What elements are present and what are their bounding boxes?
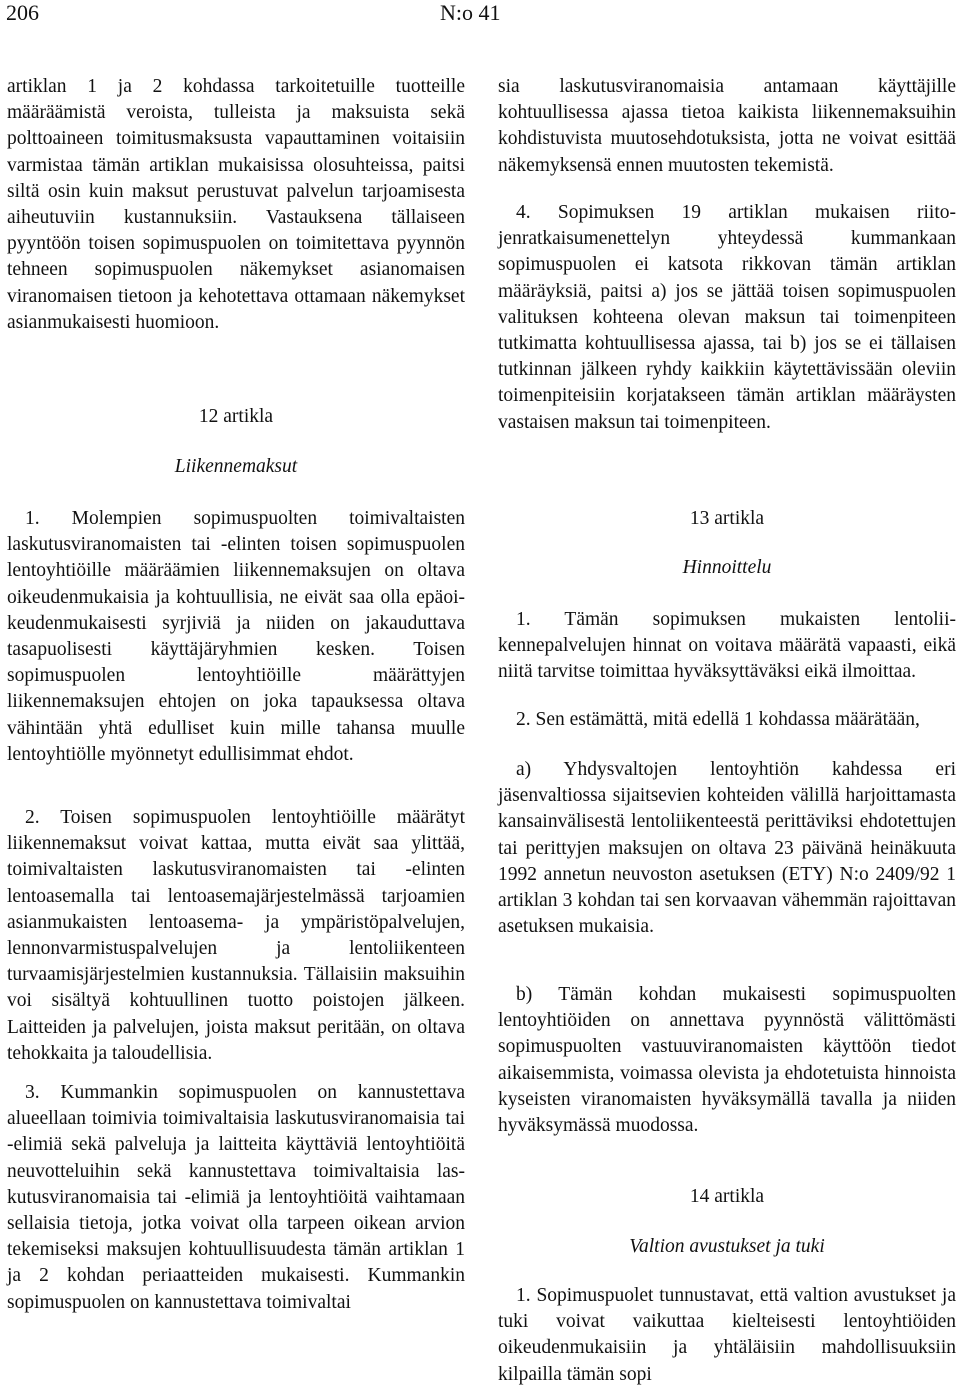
- left-column: [7, 74, 465, 1313]
- paragraph-continued: sia laskutusviranomaisia antamaan käyttäjille kohtuullisessa ajassa tietoa kaikista liikennemaksuihin kohdistuvista muutosehdotuksista, jotta ne voivat esittää näkemyksensä ennen muutosten tekemistä.: [498, 76, 956, 176]
- article-12-title: Liikennemaksut: [174, 456, 298, 477]
- page-number: 206: [6, 0, 39, 25]
- article-13-paragraph-2a: a) Yhdysvaltojen lentoyhtiön kahdessa eri jäsenvaltiossa sijaitsevien kohteiden välillä harjoittamasta kansainvälisestä lentoliikenteestä perittäviksi ehdotettujen tai perittyjen maksujen on oltava 23 päivänä heinäkuuta 1992 annetun neuvoston asetuksen (ETY) N:o 2409/92 1 artiklan 3 kohdan tai sen korvaavan vähemmän rajoittavan asetuksen mukaisia.: [498, 759, 956, 938]
- paragraph-intro: artiklan 1 ja 2 kohdassa tarkoitetuille tuotteille määräämistä veroista, tulleista ja maksuista sekä polttoaineen toimitusmaksusta vapauttaminen voitaisiin varmistaa tämän artiklan mukaisissa olosuhteissa, paitsi siltä osin kuin maksut perustuvat palvelun tarjoamisesta aiheutuviin kustannuksiin. Vastauksena tällaiseen pyyntöön toisen sopimuspuolen on toimitettava pyynnön tehneen sopimuspuolen näkemykset asianomaisen viranomaisen tietoon ja kehotettava ottamaan näkemykset asianmukaisesti huomioon.: [7, 76, 465, 333]
- issue-number: N:o 41: [440, 0, 501, 25]
- right-column: [498, 74, 956, 1385]
- article-13-paragraph-2: 2. Sen estämättä, mitä edellä 1 kohdassa määrätään,: [516, 709, 920, 730]
- article-12-paragraph-2: 2. Toisen sopimuspuolen lentoyhtiöille määrätyt liikennemaksut voivat kattaa, mutta eivät saa ylittää, toimivaltaisten laskutusviranomaisten tai -elinten lentoasemalla tai lentoasemajärjestelmässä tarjoamien asianmukaisten lentoasema- ja ympäristöpalvelujen, lennonvarmistuspalvelujen ja lentoliikenteen turvaamisjärjestelmien kustannuksia. Tällaisiin maksuihin voi sisältyä kohtuullinen tuotto poistojen jälkeen. Laitteiden ja palvelujen, joista maksut peritään, on oltava tehokkaita ja taloudellisia.: [7, 807, 465, 1064]
- article-14-title: Valtion avustukset ja tuki: [629, 1236, 825, 1257]
- article-13-paragraph-2b: b) Tämän kohdan mukaisesti sopimuspuolten lentoyhtiöiden on annettava pyynnöstä välittömästi sopimuspuolten vastuuviranomaisten käyttöön tiedot aikaisemmista, voimassa olevista ja ehdotetuista hinnoista kyseisten viranomaisten hyväksymällä tavalla ja niiden hyväksymässä muodossa.: [498, 984, 956, 1137]
- article-13-number: 13 artikla: [689, 508, 765, 529]
- article-13-title: Hinnoittelu: [682, 557, 772, 578]
- article-12-number: 12 artikla: [198, 406, 274, 427]
- article-14-number: 14 artikla: [689, 1186, 765, 1207]
- article-12-paragraph-4: 4. Sopimuksen 19 artiklan mukaisen riitojenratkaisumenettelyn yhteydessä kummankaan sopimuspuolen ei katsota rikkovan tämän artiklan määräyksiä, paitsi a) jos se jättää toisen sopimuspuolen valituksen kohteena olevan maksun tai toimenpiteen tutkimatta kohtuullisessa ajassa, tai b) jos se ei tällaisen tutkinnan jälkeen ryhdy kaikkiin käytettävissään oleviin toimenpiteisiin korjatakseen tämän artiklan määräysten vastaisen maksun tai toimenpiteen.: [498, 202, 956, 433]
- article-13-paragraph-1: 1. Tämän sopimuksen mukaisten lentoliikennepalvelujen hinnat on voitava määrätä vapaasti, eikä niitä tarvitse toimittaa hyväksyttäväksi eikä ilmoittaa.: [498, 609, 956, 683]
- article-12-paragraph-3: 3. Kummankin sopimuspuolen on kannustettava alueellaan toimivia toimivaltaisia laskutusviranomaisia tai -elimiä sekä palveluja ja laitteita käyttäviä lentoyhtiöitä neuvotteluihin sekä kannustettava toimivaltaisia laskutusviranomaisia tai -elimiä ja lentoyhtiöitä vaihtamaan sellaisia tietoja, jotka voivat olla tarpeen oikean arvion tekemiseksi maksujen kohtuullisuudesta tämän artiklan 1 ja 2 kohdan periaatteiden mukaisesti. Kummankin sopimuspuolen on kannustettava toimivaltai: [7, 1082, 465, 1313]
- article-14-paragraph-1: 1. Sopimuspuolet tunnustavat, että valtion avustukset ja tuki voivat vaikuttaa kielteisesti lentoyhtiöiden oikeudenmukaisiin ja yhtäläisiin mahdollisuuksiin kilpailla tämän sopi: [498, 1285, 956, 1385]
- article-12-paragraph-1: 1. Molempien sopimuspuolten toimivaltaisten laskutusviranomaisten tai -elinten toisen sopimuspuolen lentoyhtiöille määräämien liikennemaksujen on oltava oikeudenmukaisia ja kohtuullisia, ne eivät saa olla epäoikeudenmukaisesti syrjiviä ja niiden on jakauduttava tasapuolisesti käyttäjäryhmien kesken. Toisen sopimuspuolen lentoyhtiöille määrättyjen liikennemaksujen ehtojen on joka tapauksessa oltava vähintään yhtä edulliset kuin mille tahansa muulle lentoyhtiölle myönnetyt edullisimmat ehdot.: [7, 508, 465, 765]
